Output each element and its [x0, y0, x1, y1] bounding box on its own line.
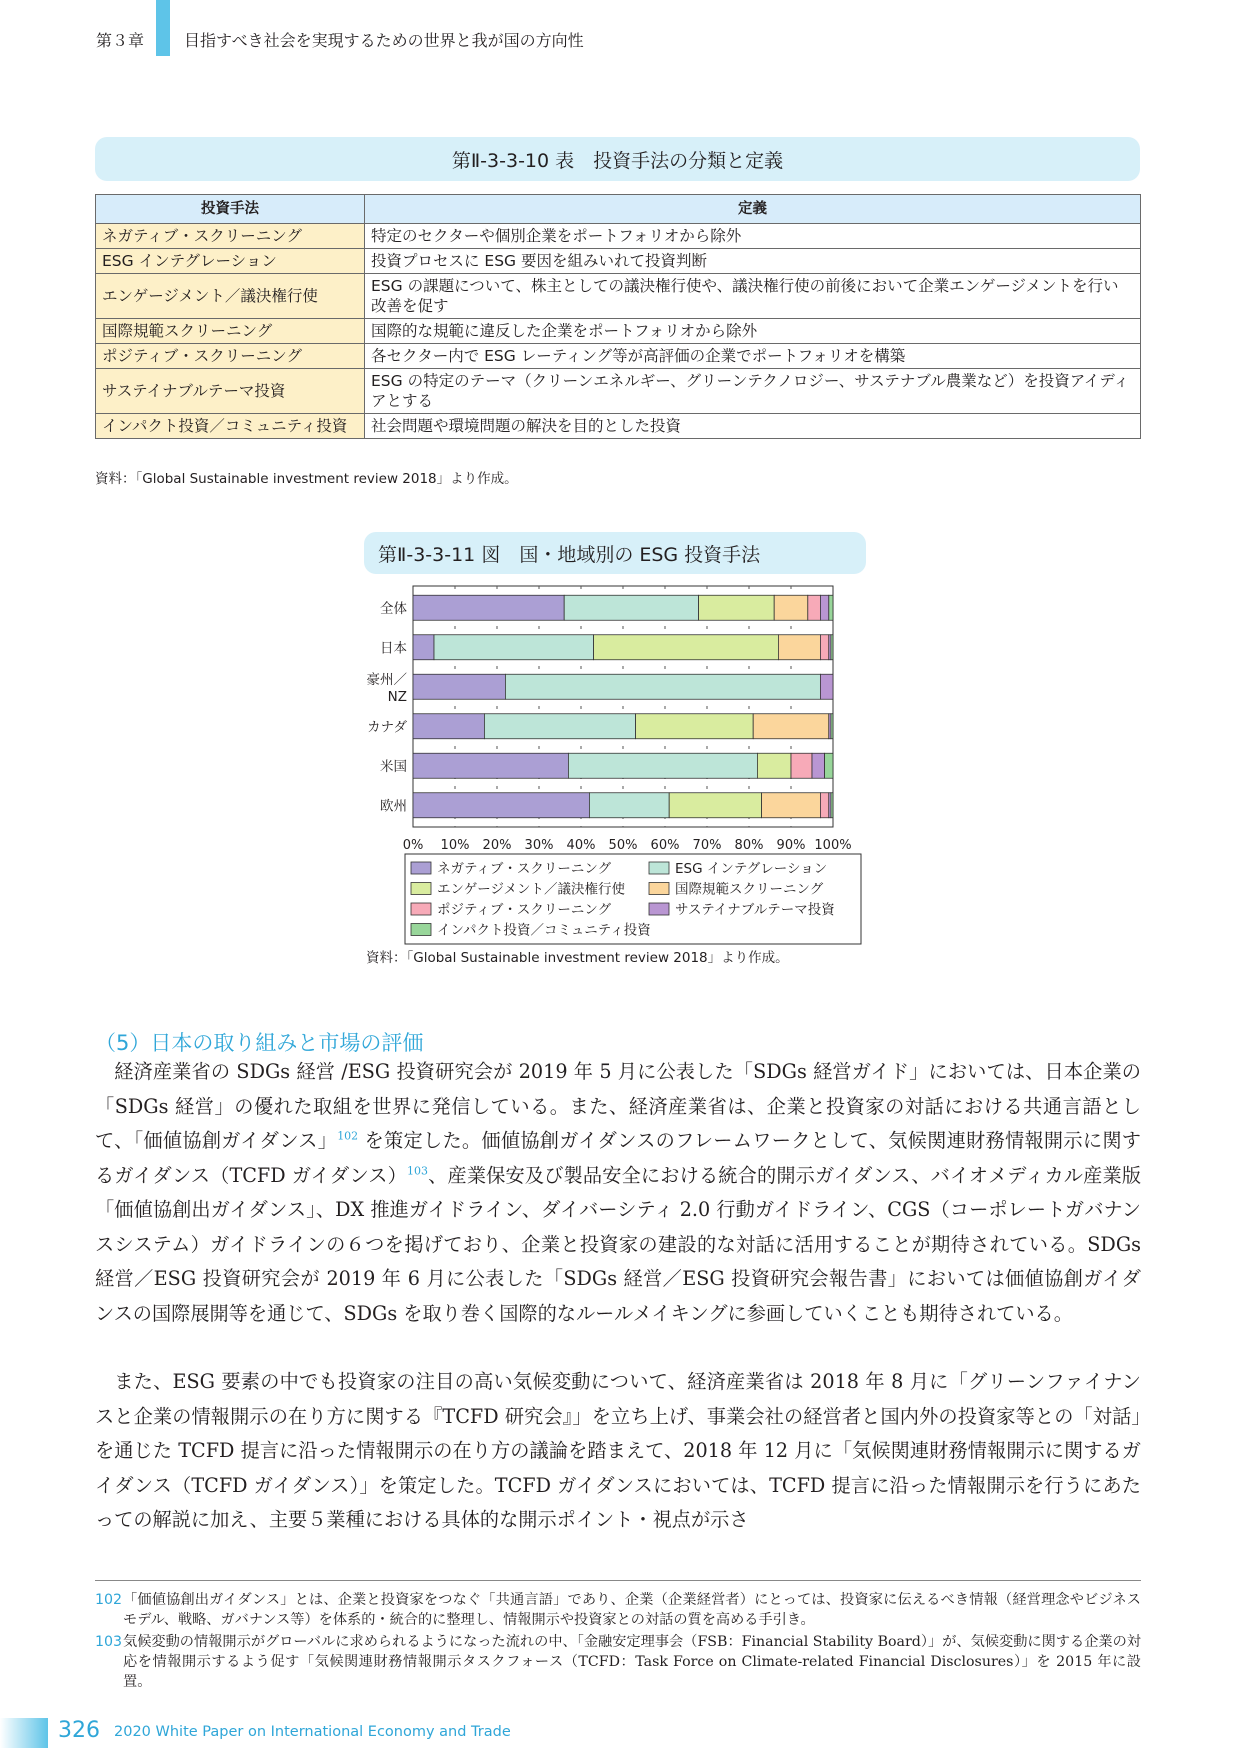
legend-label: サステイナブルテーマ投資	[675, 902, 835, 918]
bar-segment	[413, 753, 568, 778]
table-row	[96, 249, 1141, 274]
definition-cell: 特定のセクターや個別企業をポートフォリオから除外	[365, 224, 1141, 249]
footer-accent-bar	[0, 1718, 48, 1748]
footnote-ref-102[interactable]: 102	[337, 1129, 359, 1143]
header-accent-bar	[156, 0, 170, 56]
bar-segment	[568, 753, 757, 778]
bar-segment	[594, 635, 779, 660]
bar-segment	[413, 674, 505, 699]
x-tick-label: 10%	[440, 838, 470, 853]
footnote-102	[95, 1590, 1141, 1630]
bar-segment	[505, 674, 820, 699]
bar-segment	[564, 595, 698, 620]
table-caption	[95, 137, 1140, 181]
table-row	[96, 344, 1141, 369]
definition-cell: 社会問題や環境問題の解決を目的とした投資	[365, 414, 1141, 439]
header-definition: 定義	[365, 195, 1141, 224]
footnote-103	[95, 1632, 1141, 1692]
legend-label: エンゲージメント／議決権行使	[437, 881, 626, 898]
bar-segment	[778, 635, 820, 660]
x-tick-label: 80%	[734, 838, 764, 853]
legend-swatch	[649, 883, 669, 895]
x-tick-label: 60%	[650, 838, 680, 853]
category-label: 日本	[380, 640, 407, 657]
legend-label: インパクト投資／コミュニティ投資	[437, 922, 651, 939]
bar-segment	[589, 793, 669, 818]
bar-segment	[413, 595, 564, 620]
body-paragraph-1	[95, 1055, 1141, 1331]
x-tick-label: 40%	[566, 838, 596, 853]
bar-segment	[753, 714, 829, 739]
bar-segment	[413, 793, 589, 818]
method-cell: 国際規範スクリーニング	[96, 319, 365, 344]
method-cell: インパクト投資／コミュニティ投資	[96, 414, 365, 439]
table-row	[96, 319, 1141, 344]
legend-swatch	[411, 883, 431, 895]
bar-segment	[812, 753, 825, 778]
table-row	[96, 369, 1141, 414]
section-title: （5）日本の取り組みと市場の評価	[95, 1031, 424, 1055]
legend-label: ESG インテグレーション	[675, 861, 828, 877]
method-cell: ポジティブ・スクリーニング	[96, 344, 365, 369]
figure-source: 資料：「Global Sustainable investment review 2018」より作成。	[366, 950, 789, 966]
x-tick-label: 90%	[776, 838, 806, 853]
footnote-text: 気候変動の情報開示がグローバルに求められるようになった流れの中、「金融安定理事会（FSB：Financial Stability Board）」が、気候変動に関する企業の対応を情報開示するよう促す「気候関連財務情報開示タスクフォース（TCFD：Task Force on Climate-related Financial Disclosures）」を 2015 年に設置。	[123, 1634, 1141, 1690]
definition-cell: ESG の課題について、株主としての議決権行使や、議決権行使の前後において企業エンゲージメントを行い改善を促す	[365, 274, 1141, 319]
category-label: 米国	[380, 758, 407, 775]
bar-segment	[413, 714, 484, 739]
bar-segment	[825, 753, 833, 778]
bar-segment	[831, 793, 833, 818]
paragraph-1-part-a: 経済産業省の SDGs 経営 /ESG 投資研究会が 2019 年 5 月に公表した「SDGs 経営ガイド」においては、日本企業の「SDGs 経営」の優れた取組を世界に発信している。また、経済産業省は、企業と投資家の対話における共通言語として、「価値協創ガイダンス」	[95, 1060, 1141, 1152]
table-row	[96, 274, 1141, 319]
bar-segment	[636, 714, 754, 739]
x-tick-label: 100%	[814, 838, 852, 853]
bar-segment	[774, 595, 808, 620]
figure-caption	[364, 532, 866, 574]
footnote-text: 「価値協創出ガイダンス」とは、企業と投資家をつなぐ「共通言語」であり、企業（企業経営者）にとっては、投資家に伝えるべき情報（経営理念やビジネスモデル、戦略、ガバナンス等）を体系的・統合的に整理し、情報開示や投資家との対話の質を高める手引き。	[123, 1592, 1141, 1628]
bar-segment	[669, 793, 761, 818]
header-method: 投資手法	[96, 195, 365, 224]
esg-methods-chart	[355, 582, 875, 957]
x-tick-label: 20%	[482, 838, 512, 853]
category-label: 欧州	[380, 798, 407, 815]
table-row	[96, 414, 1141, 439]
bar-segment	[791, 753, 812, 778]
x-tick-label: 70%	[692, 838, 722, 853]
footnote-number: 103	[95, 1634, 123, 1650]
bar-segment	[757, 753, 791, 778]
definition-cell: 国際的な規範に違反した企業をポートフォリオから除外	[365, 319, 1141, 344]
x-tick-label: 50%	[608, 838, 638, 853]
paragraph-1-part-b: を策定した。価値協創ガイダンスのフレームワークとして、気候関連財務情報開示に関するガイダンス（TCFD ガイダンス）	[95, 1129, 1141, 1187]
legend-swatch	[649, 862, 669, 874]
bar-segment	[820, 635, 828, 660]
method-cell: ネガティブ・スクリーニング	[96, 224, 365, 249]
bar-segment	[829, 595, 833, 620]
category-label: 豪州／	[366, 671, 407, 688]
body-paragraph-2: また、ESG 要素の中でも投資家の注目の高い気候変動について、経済産業省は 2018 年 8 月に「グリーンファイナンスと企業の情報開示の在り方に関する『TCFD 研究会』」を立ち上げ、事業会社の経営者と国内外の投資家等との「対話」を通じた TCFD 提言に沿った情報開示の在り方の議論を踏まえて、2018 年 12 月に「気候関連財務情報開示に関するガイダンス（TCFD ガイダンス）」を策定した。TCFD ガイダンスにおいては、TCFD 提言に沿った情報開示を行うにあたっての解説に加え、主要５業種における具体的な開示ポイント・視点が示さ	[95, 1370, 1141, 1531]
definition-cell: 各セクター内で ESG レーティング等が高評価の企業でポートフォリオを構築	[365, 344, 1141, 369]
legend-label: ネガティブ・スクリーニング	[437, 861, 612, 877]
footer-title: 2020 White Paper on International Economy and Trade	[114, 1724, 511, 1740]
paragraph-1-part-c: 、産業保安及び製品安全における統合的開示ガイダンス、バイオメディカル産業版「価値協創出ガイダンス」、DX 推進ガイドライン、ダイバーシティ 2.0 行動ガイドライン、CGS（コーポレートガバナンスシステム）ガイドラインの６つを掲げており、企業と投資家の建設的な対話に活用することが期待されている。SDGs 経営／ESG 投資研究会が 2019 年 6 月に公表した「SDGs 経営／ESG 投資研究会報告書」においては価値協創ガイダンスの国際展開等を通じて、SDGs を取り巻く国際的なルールメイキングに参画していくことも期待されている。	[95, 1163, 1142, 1325]
table-header-row	[96, 195, 1141, 224]
method-cell: エンゲージメント／議決権行使	[96, 274, 365, 319]
legend-swatch	[411, 924, 431, 936]
bar-segment	[699, 595, 775, 620]
chapter-label: 第３章	[96, 31, 145, 50]
bar-segment	[434, 635, 594, 660]
table-row	[96, 224, 1141, 249]
legend-swatch	[649, 903, 669, 915]
definition-cell: 投資プロセスに ESG 要因を組みいれて投資判断	[365, 249, 1141, 274]
table-source: 資料：「Global Sustainable investment review 2018」より作成。	[95, 471, 518, 487]
x-tick-label: 0%	[402, 838, 424, 853]
bar-segment	[831, 635, 833, 660]
legend-swatch	[411, 862, 431, 874]
bar-segment	[831, 714, 833, 739]
investment-methods-table	[95, 194, 1141, 439]
category-label: NZ	[387, 688, 407, 705]
bar-segment	[762, 793, 821, 818]
figure-caption-text: 第Ⅱ-3-3-11 図 国・地域別の ESG 投資手法	[378, 543, 761, 566]
x-tick-label: 30%	[524, 838, 554, 853]
chapter-title: 目指すべき社会を実現するための世界と我が国の方向性	[184, 31, 584, 50]
category-label: カナダ	[367, 719, 407, 736]
legend-label: 国際規範スクリーニング	[675, 881, 824, 898]
footnote-number: 102	[95, 1592, 123, 1608]
bar-segment	[413, 635, 434, 660]
bar-segment	[820, 793, 828, 818]
legend-swatch	[411, 903, 431, 915]
method-cell: ESG インテグレーション	[96, 249, 365, 274]
method-cell: サステイナブルテーマ投資	[96, 369, 365, 414]
footnote-ref-103[interactable]: 103	[406, 1164, 428, 1178]
footnote-divider	[95, 1580, 1141, 1581]
legend-label: ポジティブ・スクリーニング	[437, 902, 612, 918]
page-number: 326	[58, 1718, 100, 1743]
bar-segment	[820, 674, 833, 699]
category-label: 全体	[380, 600, 407, 617]
table-caption-text: 第Ⅱ-3-3-10 表 投資手法の分類と定義	[451, 149, 784, 172]
definition-cell: ESG の特定のテーマ（クリーンエネルギー、グリーンテクノロジー、サステナブル農業など）を投資アイディアとする	[365, 369, 1141, 414]
bar-segment	[820, 595, 828, 620]
bar-segment	[484, 714, 635, 739]
bar-segment	[808, 595, 821, 620]
